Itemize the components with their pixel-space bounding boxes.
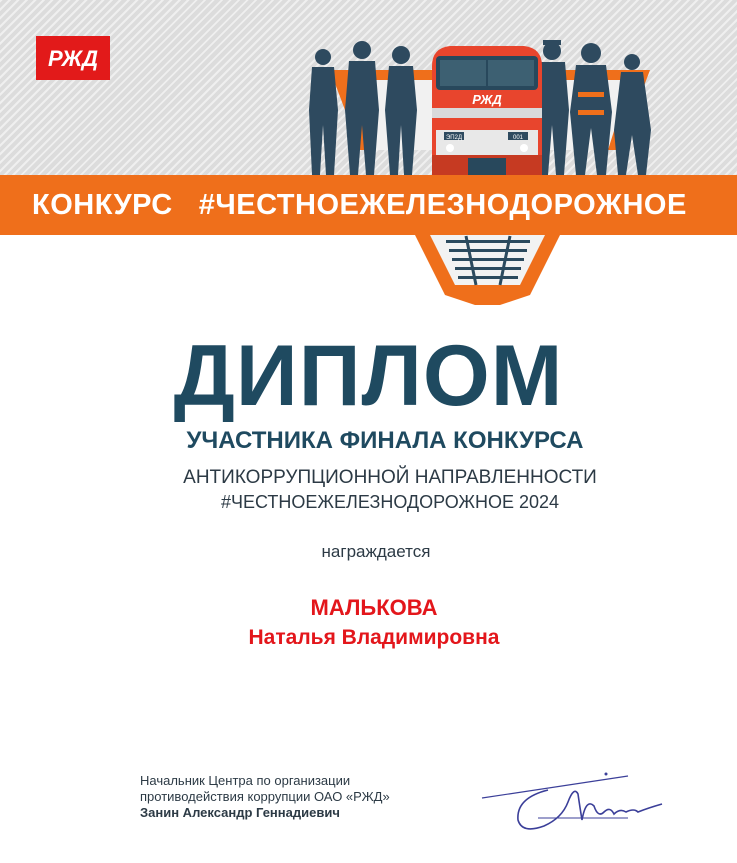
signer-position-line1: Начальник Центра по организации (140, 773, 351, 788)
signer-name: Занин Александр Геннадиевич (140, 805, 340, 820)
train-plate-right: 001 (512, 135, 524, 141)
banner-hashtag: #ЧЕСТНОЕЖЕЛЕЗНОДОРОЖНОЕ (198, 188, 687, 221)
signer-position-line2: противодействия коррупции ОАО «РЖД» (140, 789, 390, 804)
train-illustration (432, 46, 542, 175)
people-right-silhouettes (535, 40, 651, 175)
train-plate-left: ЭП2Д (445, 135, 463, 141)
signature-image (478, 768, 668, 838)
diploma-subtitle: УЧАСТНИКА ФИНАЛА КОНКУРСА (186, 427, 584, 454)
recipient-surname: МАЛЬКОВА (310, 595, 438, 620)
rzd-logo-text: РЖД (47, 46, 99, 71)
people-left-silhouettes (309, 41, 417, 175)
banner-contest-label: КОНКУРС (32, 188, 173, 221)
diploma-contest-hashtag: #ЧЕСТНОЕЖЕЛЕЗНОДОРОЖНОЕ 2024 (220, 492, 560, 512)
awarded-label: награждается (321, 542, 431, 561)
recipient-name: Наталья Владимировна (248, 626, 500, 649)
contest-banner (0, 175, 737, 235)
header-illustration (0, 0, 737, 310)
diploma-contest-topic: АНТИКОРРУПЦИОННОЙ НАПРАВЛЕННОСТИ (183, 467, 597, 488)
diploma-title: ДИПЛОМ (173, 328, 564, 424)
signer-block (140, 773, 390, 821)
train-logo-text: РЖД (472, 92, 502, 107)
